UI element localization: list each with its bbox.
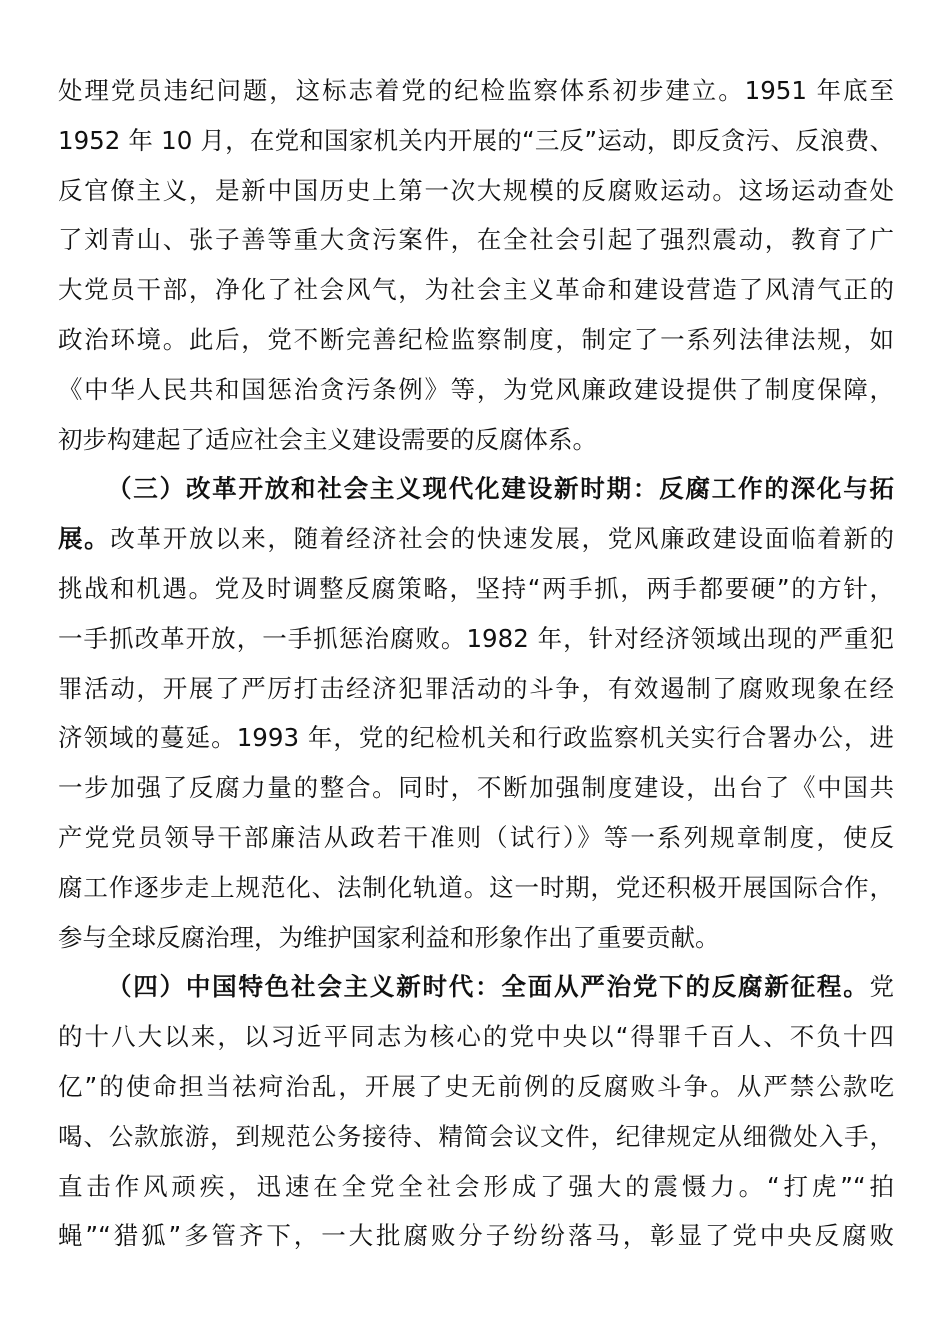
paragraph-line: 罪活动，开展了严厉打击经济犯罪活动的斗争，有效遏制了腐败现象在经 <box>58 673 894 703</box>
paragraph-line <box>58 514 894 564</box>
paragraph-line: 处理党员违纪问题，这标志着党的纪检监察体系初步建立。1951 年底至 <box>58 76 894 105</box>
paragraph-line: 一步加强了反腐力量的整合。同时，不断加强制度建设，出台了《中国共 <box>58 773 894 803</box>
paragraph-line <box>58 962 894 1012</box>
paragraph-line: 的十八大以来，以习近平同志为核心的党中央以“得罪千百人、不负十四 <box>58 1022 894 1052</box>
paragraph-line: 初步构建起了适应社会主义建设需要的反腐体系。 <box>58 424 597 454</box>
section-4-heading: （四）中国特色社会主义新时代：全面从严治党下的反腐新征程。 <box>107 972 870 1002</box>
paragraph-line: 腐工作逐步走上规范化、法制化轨道。这一时期，党还积极开展国际合作， <box>58 872 894 902</box>
paragraph-line: 直击作风顽疾，迅速在全党全社会形成了强大的震慑力。“打虎”“拍 <box>58 1171 894 1201</box>
section-4-text: 党 <box>869 972 894 1002</box>
paragraph-line: 政治环境。此后，党不断完善纪检监察制度，制定了一系列法律法规，如 <box>58 324 894 354</box>
paragraph-line: 一手抓改革开放，一手抓惩治腐败。1982 年，针对经济领域出现的严重犯 <box>58 623 894 653</box>
paragraph-line: 喝、公款旅游，到规范公务接待、精简会议文件，纪律规定从细微处入手， <box>58 1121 894 1151</box>
paragraph-line: 参与全球反腐治理，为维护国家利益和形象作出了重要贡献。 <box>58 922 720 952</box>
paragraph-line: 挑战和机遇。党及时调整反腐策略，坚持“两手抓，两手都要硬”的方针， <box>58 573 894 603</box>
paragraph-line: 蝇”“猎狐”多管齐下，一大批腐败分子纷纷落马，彰显了党中央反腐败 <box>58 1221 894 1251</box>
paragraph-line: 《中华人民共和国惩治贪污条例》等，为党风廉政建设提供了制度保障， <box>58 374 894 404</box>
paragraph-line: 济领域的蔓延。1993 年，党的纪检机关和行政监察机关实行合署办公，进 <box>58 723 894 753</box>
section-3-heading-end: 展。 <box>58 524 111 554</box>
paragraph-line: 1952 年 10 月，在党和国家机关内开展的“三反”运动，即反贪污、反浪费、 <box>58 125 894 155</box>
section-3-heading: （三）改革开放和社会主义现代化建设新时期：反腐工作的深化与拓 <box>107 474 894 504</box>
paragraph-line: 反官僚主义，是新中国历史上第一次大规模的反腐败运动。这场运动查处 <box>58 175 894 205</box>
section-3-text: 改革开放以来，随着经济社会的快速发展，党风廉政建设面临着新的 <box>110 524 894 554</box>
paragraph-line: 大党员干部，净化了社会风气，为社会主义革命和建设营造了风清气正的 <box>58 275 894 305</box>
document-body <box>58 66 894 1261</box>
paragraph-line: 产党党员领导干部廉洁从政若干准则（试行）》等一系列规章制度，使反 <box>58 822 894 852</box>
paragraph-line: 了刘青山、张子善等重大贪污案件，在全社会引起了强烈震动，教育了广 <box>58 225 894 255</box>
paragraph-line: 亿”的使命担当祛疴治乱，开展了史无前例的反腐败斗争。从严禁公款吃 <box>58 1071 894 1101</box>
